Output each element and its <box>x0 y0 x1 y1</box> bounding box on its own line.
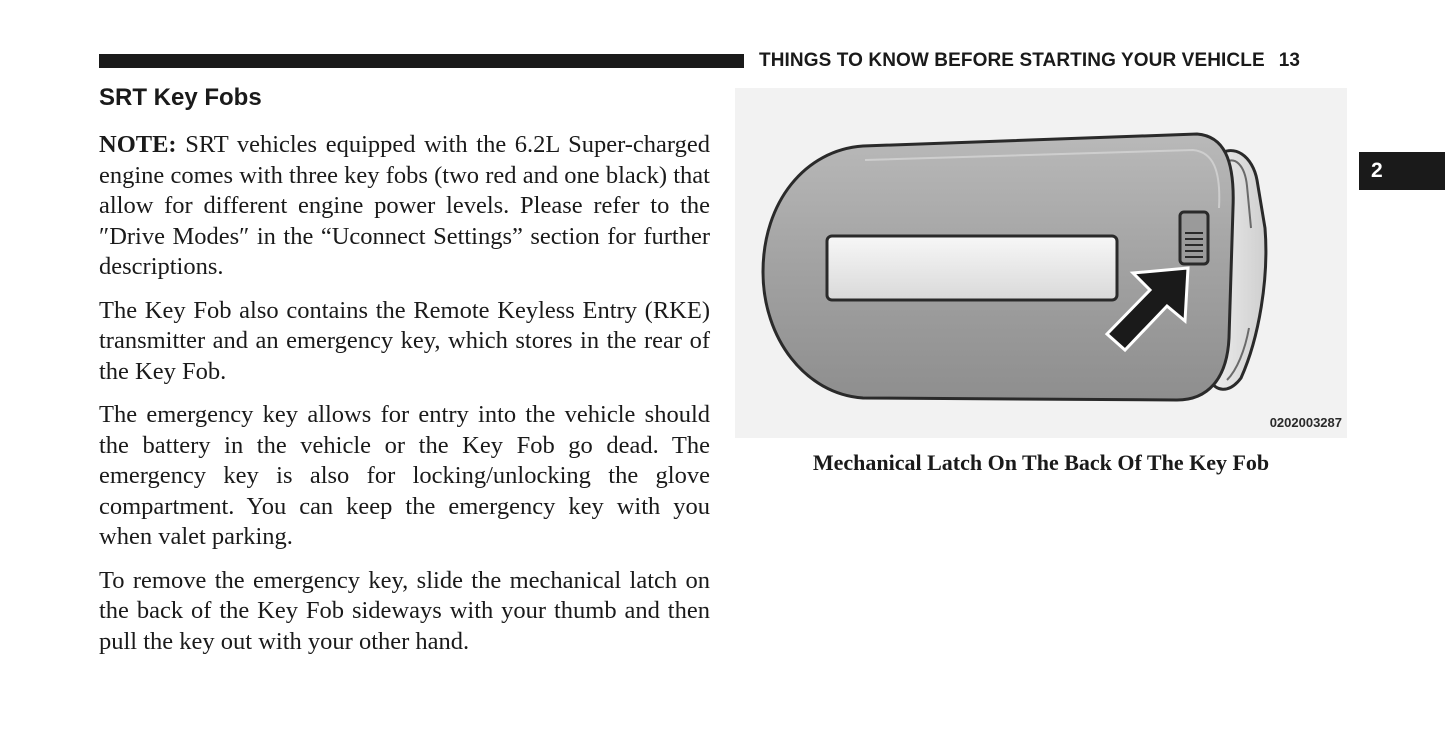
paragraph-emergency-key: The emergency key allows for entry into the vehicle should the battery in the vehicle or the Key Fob go dead. The emergency key is also for locking/unlocking the glove compartment. You can keep the emergency key with you when valet parking. <box>99 401 710 550</box>
header-rule <box>99 54 744 68</box>
fob-label-window <box>827 236 1117 300</box>
section-title: SRT Key Fobs <box>99 84 262 111</box>
key-fob-illustration <box>735 88 1347 438</box>
figure-caption: Mechanical Latch On The Back Of The Key Fob <box>812 450 1270 475</box>
chapter-tab: 2 <box>1359 152 1445 190</box>
body-text <box>99 130 710 670</box>
note-paragraph <box>99 130 710 283</box>
note-text: SRT vehicles equipped with the 6.2L Super-charged engine comes with three key fobs (two red and one black) that allow for different engine power levels. Please refer to the ″Drive Modes″ in the “Uconnect Settings” section for further descriptions. <box>99 131 710 280</box>
key-fob-figure <box>735 88 1347 438</box>
running-header <box>759 50 1300 72</box>
page-number: 13 <box>1278 50 1301 71</box>
note-label: NOTE: <box>99 131 177 158</box>
mechanical-latch <box>1180 212 1208 264</box>
paragraph-rke: The Key Fob also contains the Remote Keyless Entry (RKE) transmitter and an emergency key, which stores in the rear of the Key Fob. <box>99 296 710 385</box>
paragraph-remove-key: To remove the emergency key, slide the mechanical latch on the back of the Key Fob sideways with your thumb and then pull the key out with your other hand. <box>99 566 710 655</box>
figure-id: 0202003287 <box>1269 415 1342 430</box>
header-title: THINGS TO KNOW BEFORE STARTING YOUR VEHICLE <box>759 50 1265 71</box>
